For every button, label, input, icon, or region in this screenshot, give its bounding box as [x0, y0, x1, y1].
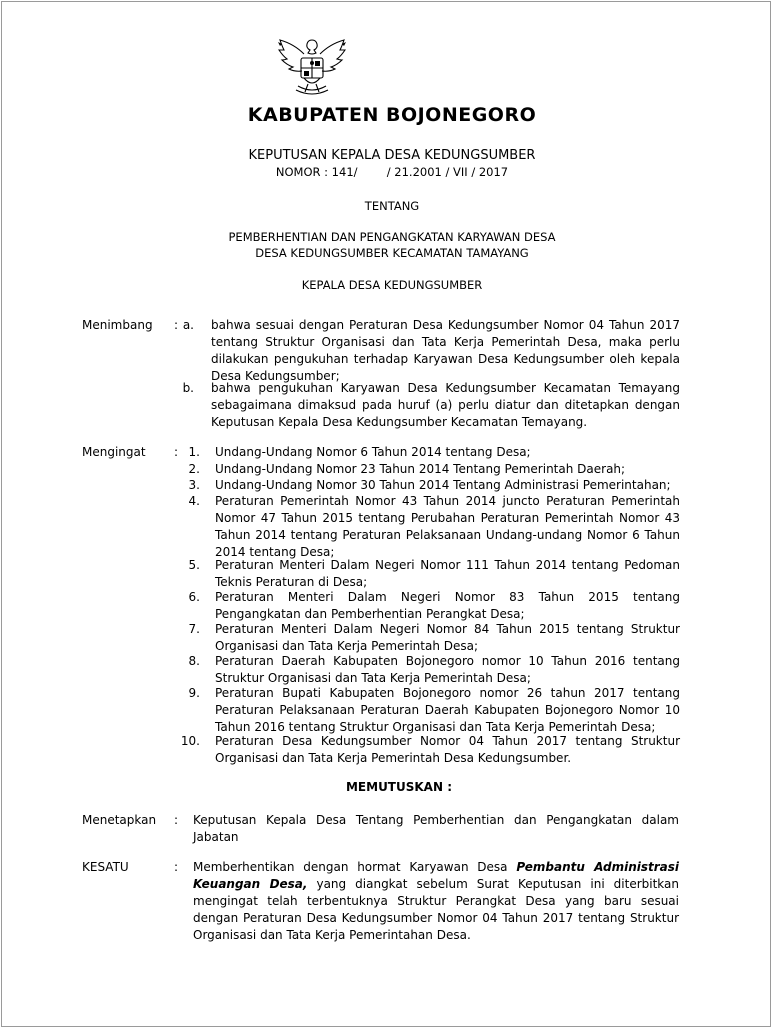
about-heading: TENTANG [364, 199, 420, 213]
item-text: Peraturan Menteri Dalam Negeri Nomor 111 Tahun 2014 tentang Pedoman Teknis Peraturan di Desa; [215, 558, 680, 589]
kesatu-position-title: Pembantu Administrasi Keuangan Desa, [193, 860, 679, 891]
item-marker: 1. [188, 445, 200, 459]
item-marker: 9. [188, 686, 200, 700]
subject-line-2: DESA KEDUNGSUMBER KECAMATAN TAMAYANG [255, 246, 529, 260]
kesatu-text [193, 859, 679, 944]
item-marker: 3. [188, 478, 200, 492]
menimbang-label: Menimbang [82, 318, 153, 332]
decree-number: NOMOR : 141/ / 21.2001 / VII / 2017 [275, 165, 509, 179]
item-text: Undang-Undang Nomor 6 Tahun 2014 tentang Desa; [215, 445, 531, 459]
item-text: Peraturan Pemerintah Nomor 43 Tahun 2014 juncto Peraturan Pemerintah Nomor 47 Tahun 2015 tentang Perubahan Peraturan Pemerintah Nomor 43 Tahun 2014 tentang Peraturan Pelaksanaan Undang-undang Nomor 6 Tahun 2014 tentang Desa; [215, 494, 680, 559]
item-marker: 5. [188, 558, 200, 572]
menetapkan-label: Menetapkan [82, 813, 157, 827]
mengingat-label: Mengingat [82, 445, 146, 459]
document-page [1, 1, 771, 1027]
issuer-heading: KEPALA DESA KEDUNGSUMBER [301, 278, 483, 292]
item-text: Peraturan Menteri Dalam Negeri Nomor 83 Tahun 2015 tentang Pengangkatan dan Pemberhentian Perangkat Desa; [215, 590, 680, 621]
kesatu-colon: : [174, 860, 179, 874]
item-text: Undang-Undang Nomor 23 Tahun 2014 Tentang Pemerintah Daerah; [215, 462, 626, 476]
mengingat-colon: : [174, 445, 179, 459]
garuda-emblem-icon [274, 34, 350, 102]
kesatu-text-end: yang diangkat sebelum Surat Keputusan ini diterbitkan mengingat telah terbentuknya Struktur Perangkat Desa yang baru sesuai dengan Peraturan Desa Kedungsumber Nomor 04 Tahun 2017 tentang Struktur Organisasi dan Tata Kerja Pemerintahan Desa. [193, 877, 679, 942]
item-marker: 10. [180, 734, 200, 748]
decree-title: KEPUTUSAN KEPALA DESA KEDUNGSUMBER [248, 148, 536, 163]
memutuskan-heading: MEMUTUSKAN : [345, 780, 452, 794]
subject-line-1: PEMBERHENTIAN DAN PENGANGKATAN KARYAWAN DESA [228, 230, 556, 244]
regency-name: KABUPATEN BOJONEGORO [247, 104, 537, 126]
item-text: Peraturan Menteri Dalam Negeri Nomor 84 Tahun 2015 tentang Struktur Organisasi dan Tata Kerja Pemerintah Desa; [215, 622, 680, 653]
menimbang-colon: : [174, 318, 179, 332]
item-marker: 8. [188, 654, 200, 668]
item-text: Peraturan Desa Kedungsumber Nomor 04 Tahun 2017 tentang Struktur Organisasi dan Tata Kerja Pemerintah Desa Kedungsumber. [215, 734, 680, 765]
item-marker: 6. [188, 590, 200, 604]
item-text: Peraturan Daerah Kabupaten Bojonegoro nomor 10 Tahun 2016 tentang Struktur Organisasi dan Tata Kerja Pemerintah Desa; [215, 654, 680, 685]
menetapkan-colon: : [174, 813, 179, 827]
item-marker: a. [182, 318, 194, 332]
item-marker: b. [182, 381, 194, 395]
menetapkan-text: Keputusan Kepala Desa Tentang Pemberhentian dan Pengangkatan dalam Jabatan [193, 813, 679, 844]
kesatu-label: KESATU [82, 860, 129, 874]
item-text: bahwa pengukuhan Karyawan Desa Kedungsumber Kecamatan Temayang sebagaimana dimaksud pada huruf (a) perlu diatur dan ditetapkan dengan Keputusan Kepala Desa Kedungsumber Kecamatan Temayang. [211, 381, 680, 429]
item-text: Peraturan Bupati Kabupaten Bojonegoro nomor 26 tahun 2017 tentang Peraturan Pelaksanaan Peraturan Daerah Kabupaten Bojonegoro Nomor 10 Tahun 2016 tentang Struktur Organisasi dan Tata Kerja Pemerintah Desa; [215, 686, 680, 734]
item-marker: 2. [188, 462, 200, 476]
item-text: Undang-Undang Nomor 30 Tahun 2014 Tentang Administrasi Pemerintahan; [215, 478, 671, 492]
item-text: bahwa sesuai dengan Peraturan Desa Kedungsumber Nomor 04 Tahun 2017 tentang Struktur Organisasi dan Tata Kerja Pemerintah Desa, maka perlu dilakukan pengukuhan terhadap Karyawan Desa Kedungsumber oleh kepala Desa Kedungsumber; [211, 318, 680, 383]
kesatu-text-start: Memberhentikan dengan hormat Karyawan Desa [193, 860, 517, 874]
item-marker: 4. [188, 494, 200, 508]
item-marker: 7. [188, 622, 200, 636]
